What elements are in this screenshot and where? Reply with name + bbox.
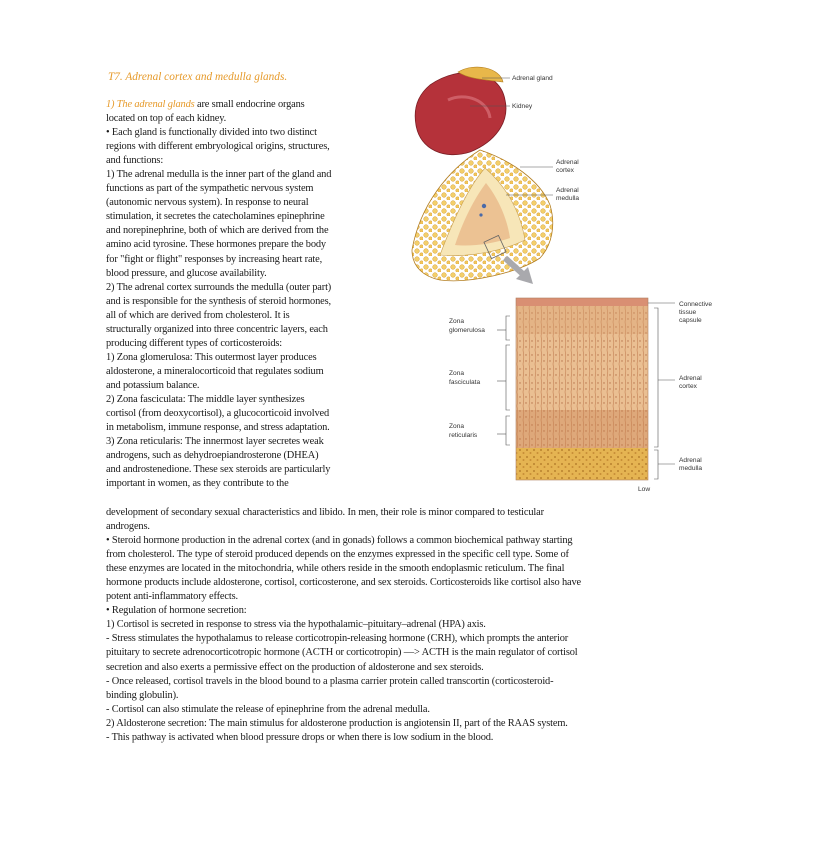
- text-line: and potassium balance.: [106, 379, 200, 391]
- text-line: 3) Zona reticularis: The innermost layer secretes weak: [106, 436, 324, 448]
- text-line: 2) The adrenal cortex surrounds the medulla (outer part): [106, 281, 332, 293]
- text-line: from cholesterol. The type of steroid produced depends on the enzymes expressed in the specific cell type. Some of: [106, 549, 569, 561]
- label-kidney: Kidney: [512, 103, 533, 110]
- label-cortex-right: cortex: [679, 383, 697, 390]
- label-capsule: capsule: [679, 317, 702, 324]
- text-line: amino acid tyrosine. These hormones prepare the body: [106, 239, 326, 251]
- text-line: 1) The adrenal medulla is the inner part of the gland and: [106, 169, 332, 181]
- text-line: binding globulin).: [106, 689, 179, 701]
- text-line: and norepinephrine, both of which are derived from the: [106, 225, 329, 237]
- text-line: androgens, such as dehydroepiandrosterone (DHEA): [106, 450, 319, 462]
- label-zona-reticularis: Zona: [449, 423, 465, 430]
- text-line: - This pathway is activated when blood pressure drops or when there is low sodium in the blood.: [106, 731, 494, 743]
- text-line: development of secondary sexual characteristics and libido. In men, their role is minor compared to testicular: [106, 507, 544, 518]
- text-line: and functions:: [106, 155, 164, 167]
- text-line: regions with different embryological origins, structures,: [106, 141, 330, 153]
- text-line: stimulation, it secretes the catecholamines epinephrine: [106, 211, 325, 223]
- column-text: [106, 98, 402, 491]
- label-zona-reticularis: reticularis: [449, 432, 478, 439]
- text-line: located on top of each kidney.: [106, 113, 227, 125]
- text-line: • Each gland is functionally divided into two distinct: [106, 127, 317, 139]
- label-adrenal-cortex: cortex: [556, 167, 574, 174]
- text-line: - Cortisol can also stimulate the release of epinephrine from the adrenal medulla.: [106, 703, 430, 715]
- text-line: pituitary to secrete adrenocorticotropic hormone (ACTH or corticotropin) —> ACTH is the main regulator of cortisol: [106, 647, 578, 659]
- histology-medulla: [516, 448, 648, 480]
- label-medulla-right: medulla: [679, 465, 703, 472]
- label-zona-fasciculata: fasciculata: [449, 379, 481, 386]
- text-line: secretion and also exerts a permissive effect on the production of aldosterone and sex steroids.: [106, 661, 484, 673]
- text-line: structurally organized into three concentric layers, each: [106, 323, 328, 335]
- text-line: potent anti-inflammatory effects.: [106, 591, 238, 603]
- text-line: • Regulation of hormone secretion:: [106, 605, 247, 617]
- text-line: (autonomic nervous system). In response to neural: [106, 197, 309, 209]
- label-zona-glomerulosa: glomerulosa: [449, 327, 485, 334]
- text-line: for "fight or flight" responses by increasing heart rate,: [106, 253, 323, 265]
- text-line: cortisol (from deoxycortisol), a glucocorticoid involved: [106, 408, 330, 420]
- text-line: and androstenedione. These sex steroids are particularly: [106, 464, 331, 476]
- text-line: functions as part of the sympathetic nervous system: [106, 183, 314, 195]
- label-capsule: Connective: [679, 301, 712, 308]
- text-line: producing different types of corticosteroids:: [106, 337, 282, 349]
- text-line: all of which are derived from cholesterol. It is: [106, 309, 290, 321]
- text-line: • Steroid hormone production in the adrenal cortex (and in gonads) follows a common biochemical pathway starting: [106, 535, 573, 547]
- page-title: T7. Adrenal cortex and medulla glands.: [108, 71, 288, 83]
- text-line: 1) Cortisol is secreted in response to stress via the hypothalamic–pituitary–adrenal (HPA) axis.: [106, 619, 486, 631]
- text-line: - Once released, cortisol travels in the blood bound to a plasma carrier protein called transcortin (corticosteroid-: [106, 675, 554, 687]
- text-line: aldosterone, a mineralocorticoid that regulates sodium: [106, 365, 324, 377]
- label-adrenal-medulla: Adrenal: [556, 187, 579, 194]
- text-line: - Stress stimulates the hypothalamus to release corticotropin-releasing hormone (CRH), which prompts the anterior: [106, 633, 569, 645]
- text-line: and is responsible for the synthesis of steroid hormones,: [106, 295, 331, 307]
- intro-rest: are small endocrine organs: [194, 99, 305, 110]
- text-line: in metabolism, immune response, and stress adaptation.: [106, 422, 330, 434]
- label-medulla-right: Adrenal: [679, 457, 702, 464]
- full-width-text: [106, 506, 718, 745]
- label-magnification: Low: [638, 486, 651, 493]
- text-line: 2) Zona fasciculata: The middle layer synthesizes: [106, 393, 305, 405]
- text-line: 2) Aldosterone secretion: The main stimulus for aldosterone production is angiotensin II, part of the RAAS system.: [106, 717, 568, 729]
- label-adrenal-gland: Adrenal gland: [512, 75, 553, 82]
- text-line: 1) Zona glomerulosa: This outermost layer produces: [106, 351, 317, 363]
- label-zona-fasciculata: Zona: [449, 370, 465, 377]
- label-adrenal-cortex: Adrenal: [556, 159, 579, 166]
- label-adrenal-medulla: medulla: [556, 195, 580, 202]
- label-cortex-right: Adrenal: [679, 375, 702, 382]
- text-line: androgens.: [106, 521, 150, 533]
- text-line: these enzymes are located in the mitochondria, while others reside in the smooth endoplasmic reticulum. The final: [106, 563, 565, 575]
- text-line: important in women, as they contribute to the: [106, 478, 289, 490]
- text-line: blood pressure, and glucose availability.: [106, 267, 267, 279]
- text-line: hormone products include aldosterone, cortisol, corticosterone, and sex steroids. Corticosteroids like cortisol also have: [106, 577, 581, 589]
- adrenal-glands-highlight: 1) The adrenal glands: [106, 99, 195, 110]
- kidney-shape: [415, 73, 506, 155]
- label-zona-glomerulosa: Zona: [449, 318, 465, 325]
- adrenal-gland-figure: [400, 60, 720, 500]
- intro-line: [106, 98, 402, 112]
- label-capsule: tissue: [679, 309, 697, 316]
